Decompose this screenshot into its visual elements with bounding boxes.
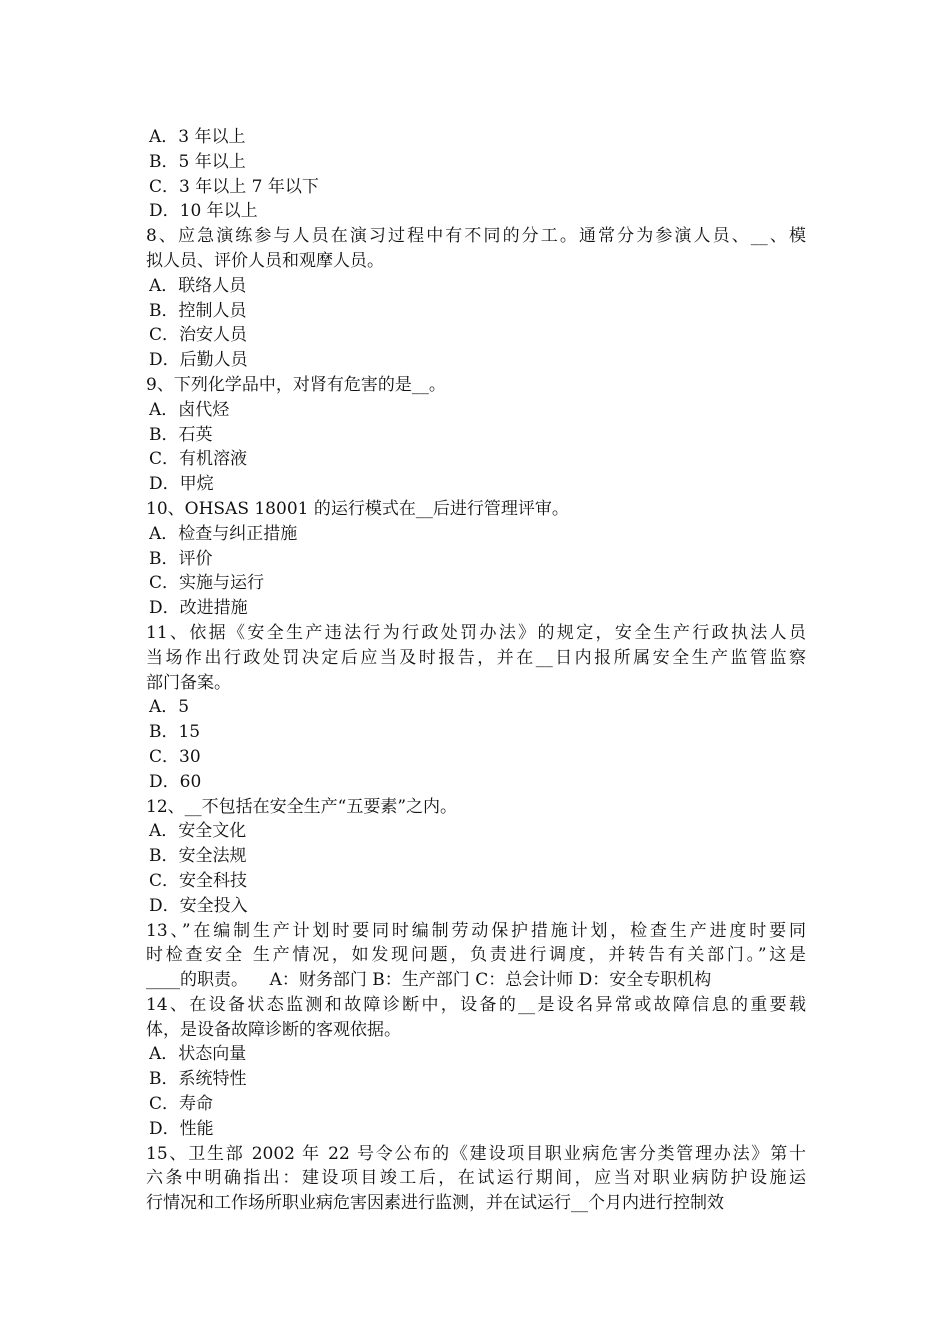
answer-option: C．实施与运行	[149, 573, 265, 594]
answer-option: D．后勤人员	[149, 350, 248, 371]
answer-option: C．安全科技	[149, 870, 248, 891]
answer-option: B．评价	[149, 548, 213, 569]
question-text: 9、下列化学品中，对肾有危害的是__。	[146, 374, 446, 395]
question-text: 体，是设备故障诊断的客观依据。	[146, 1019, 401, 1040]
answer-option: A．3 年以上	[149, 127, 246, 147]
answer-option: C．治安人员	[149, 325, 248, 346]
answer-option: D．安全投入	[149, 895, 248, 916]
question-text: 拟人员、评价人员和观摩人员。	[146, 250, 384, 271]
question-text: 六条中明确指出：建设项目竣工后，在试运行期间，应当对职业病防护设施运	[146, 1168, 806, 1189]
question-text: 11、依据《安全生产违法行为行政处罚办法》的规定，安全生产行政执法人员	[146, 622, 806, 643]
answer-option: D．10 年以上	[149, 201, 258, 222]
answer-option: B．5 年以上	[149, 151, 246, 172]
document-page	[146, 125, 806, 1216]
answer-option: A．检查与纠正措施	[149, 523, 298, 544]
answer-option: B．安全法规	[149, 846, 247, 867]
question-text: 12、__不包括在安全生产“五要素”之内。	[146, 796, 458, 817]
answer-option: A．卤代烃	[149, 399, 230, 420]
question-text: 14、在设备状态监测和故障诊断中，设备的__是设名异常或故障信息的重要载	[146, 994, 806, 1015]
question-text: 部门备案。	[146, 672, 231, 693]
question-text: 8、应急演练参与人员在演习过程中有不同的分工。通常分为参演人员、__、模	[146, 226, 806, 247]
question-text: 13、”在编制生产计划时要同时编制劳动保护措施计划，检查生产进度时要同	[146, 920, 806, 941]
answer-option: A．安全文化	[149, 821, 247, 842]
answer-option: B．15	[149, 722, 201, 743]
answer-option: C．寿命	[149, 1094, 214, 1115]
question-text: 行情况和工作场所职业病危害因素进行监测，并在试运行__个月内进行控制效	[146, 1193, 724, 1214]
answer-option: A．状态向量	[149, 1044, 247, 1065]
question-text: 当场作出行政处罚决定后应当及时报告，并在__日内报所属安全生产监管监察	[146, 647, 806, 668]
answer-option: D．甲烷	[149, 474, 214, 495]
answer-option: D．性能	[149, 1118, 214, 1139]
answer-option: C．有机溶液	[149, 449, 248, 470]
answer-option: B．控制人员	[149, 300, 247, 321]
answer-option: A．联络人员	[149, 275, 247, 296]
answer-option: B．系统特性	[149, 1069, 247, 1090]
answer-option: D．改进措施	[149, 598, 248, 619]
answer-option: C．3 年以上 7 年以下	[149, 176, 319, 197]
answer-option: B．石英	[149, 424, 213, 445]
question-text: 15、卫生部 2002 年 22 号令公布的《建设项目职业病危害分类管理办法》第十	[146, 1143, 806, 1164]
question-text: 时检查安全 生产情况，如发现问题，负责进行调度，并转告有关部门。”这是	[146, 945, 806, 966]
answer-option: C．30	[149, 746, 201, 767]
answer-option: D．60	[149, 771, 202, 792]
question-text: 10、OHSAS 18001 的运行模式在__后进行管理评审。	[146, 498, 569, 519]
question-text: ____的职责。 A：财务部门 B：生产部门 C：总会计师 D：安全专职机构	[146, 970, 712, 991]
answer-option: A．5	[149, 697, 190, 718]
